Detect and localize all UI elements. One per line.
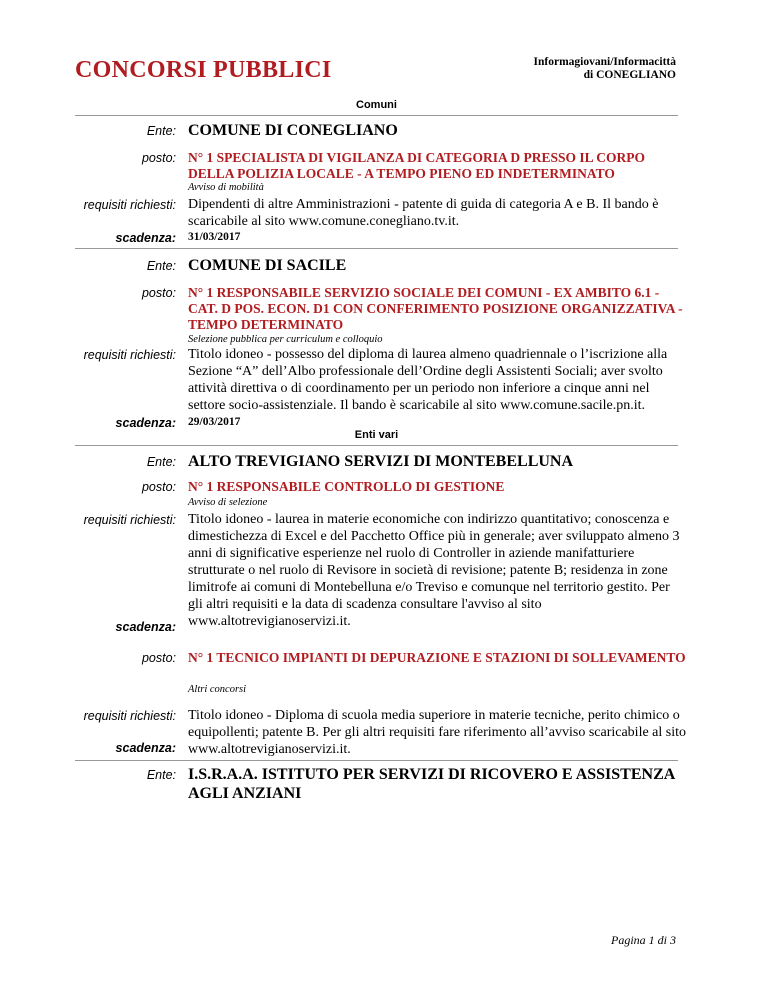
publisher-line-1: Informagiovani/Informacittà (533, 56, 676, 68)
requisiti-text: Titolo idoneo - Diploma di scuola media superiore in materie tecniche, perito chimico o equipollenti; patente B. Per gli altri requisiti fare riferimento all’avviso scaricabile al sito www.altotrevigianoservizi.it. (188, 708, 687, 757)
ente-label: Ente: (146, 259, 176, 273)
ente-name: COMUNE DI CONEGLIANO (188, 122, 398, 139)
page-number: Pagina 1 di 3 (611, 933, 676, 947)
page-title: CONCORSI PUBBLICI (75, 57, 332, 83)
ente-label: Ente: (146, 124, 176, 138)
requisiti-text: Titolo idoneo - laurea in materie economiche con indirizzo quantitativo; conoscenza e dimestichezza di Excel e del Pacchetto Office più in generale; aver sviluppato almeno 3 anni di significative esperienze nel ruolo di Controller in aziende manifatturiere strutturate o nel ruolo di Revisore in società di revisione; patente B; residenza in zone limitrofe ai comuni di Montebelluna e/o Treviso e comunque nel territorio gestito. Per gli altri requisiti e la data di scadenza consultare l'avviso al sito www.altotrevigianoservizi.it. (188, 512, 680, 629)
posto-label: posto: (141, 286, 176, 300)
scadenza-label: scadenza: (115, 741, 176, 755)
ente-name: I.S.R.A.A. ISTITUTO PER SERVIZI DI RICOVERO E ASSISTENZA AGLI ANZIANI (188, 766, 675, 802)
requisiti-label: requisiti richiesti: (83, 709, 176, 723)
posto-title: N° 1 RESPONSABILE CONTROLLO DI GESTIONE (188, 479, 505, 494)
posto-note: Avviso di selezione (188, 497, 268, 508)
posto-note: Selezione pubblica per curriculum e colloquio (188, 334, 383, 345)
divider (75, 248, 678, 249)
divider (75, 115, 678, 116)
ente-label: Ente: (146, 768, 176, 782)
posto-title: N° 1 TECNICO IMPIANTI DI DEPURAZIONE E STAZIONI DI SOLLEVAMENTO (188, 650, 686, 665)
posto-note: Avviso di mobilità (188, 182, 264, 193)
ente-name: ALTO TREVIGIANO SERVIZI DI MONTEBELLUNA (188, 453, 574, 470)
section-title-enti-vari: Enti vari (354, 429, 399, 441)
requisiti-label: requisiti richiesti: (83, 198, 176, 212)
requisiti-text: Titolo idoneo - possesso del diploma di laurea almeno quadriennale o l’iscrizione alla Sezione “A” dell’Albo professionale dell’Ordine degli Assistenti Sociali; aver svolto attività direttiva o di coordinamento per un periodo non inferiore a cinque anni nel settore socio-assistenziale. Il bando è scaricabile al sito www.comune.sacile.pn.it. (188, 347, 668, 413)
requisiti-text: Dipendenti di altre Amministrazioni - patente di guida di categoria A e B. Il bando è scaricabile al sito www.comune.conegliano.tv.it. (188, 197, 659, 229)
divider (75, 445, 678, 446)
ente-label: Ente: (146, 455, 176, 469)
posto-note: Altri concorsi (188, 684, 247, 695)
posto-title: N° 1 RESPONSABILE SERVIZIO SOCIALE DEI COMUNI - EX AMBITO 6.1 - CAT. D POS. ECON. D1 CON CONFERIMENTO POSIZIONE ORGANIZZATIVA - TEMPO DETERMINATO (188, 285, 683, 332)
scadenza-label: scadenza: (115, 231, 176, 245)
publisher-line-2: di CONEGLIANO (583, 69, 676, 81)
publisher-info (534, 56, 676, 82)
posto-label: posto: (141, 151, 176, 165)
scadenza-date: 31/03/2017 (188, 231, 241, 243)
scadenza-date: 29/03/2017 (188, 416, 241, 428)
scadenza-label: scadenza: (115, 416, 176, 430)
posto-label: posto: (141, 480, 176, 494)
section-title-comuni: Comuni (356, 99, 397, 111)
posto-title: N° 1 SPECIALISTA DI VIGILANZA DI CATEGORIA D PRESSO IL CORPO DELLA POLIZIA LOCALE - A TEMPO PIENO ED INDETERMINATO (188, 150, 646, 181)
requisiti-label: requisiti richiesti: (83, 513, 176, 527)
ente-name: COMUNE DI SACILE (188, 257, 347, 274)
posto-label: posto: (141, 651, 176, 665)
divider (75, 760, 678, 761)
scadenza-label: scadenza: (115, 620, 176, 634)
requisiti-label: requisiti richiesti: (83, 348, 176, 362)
